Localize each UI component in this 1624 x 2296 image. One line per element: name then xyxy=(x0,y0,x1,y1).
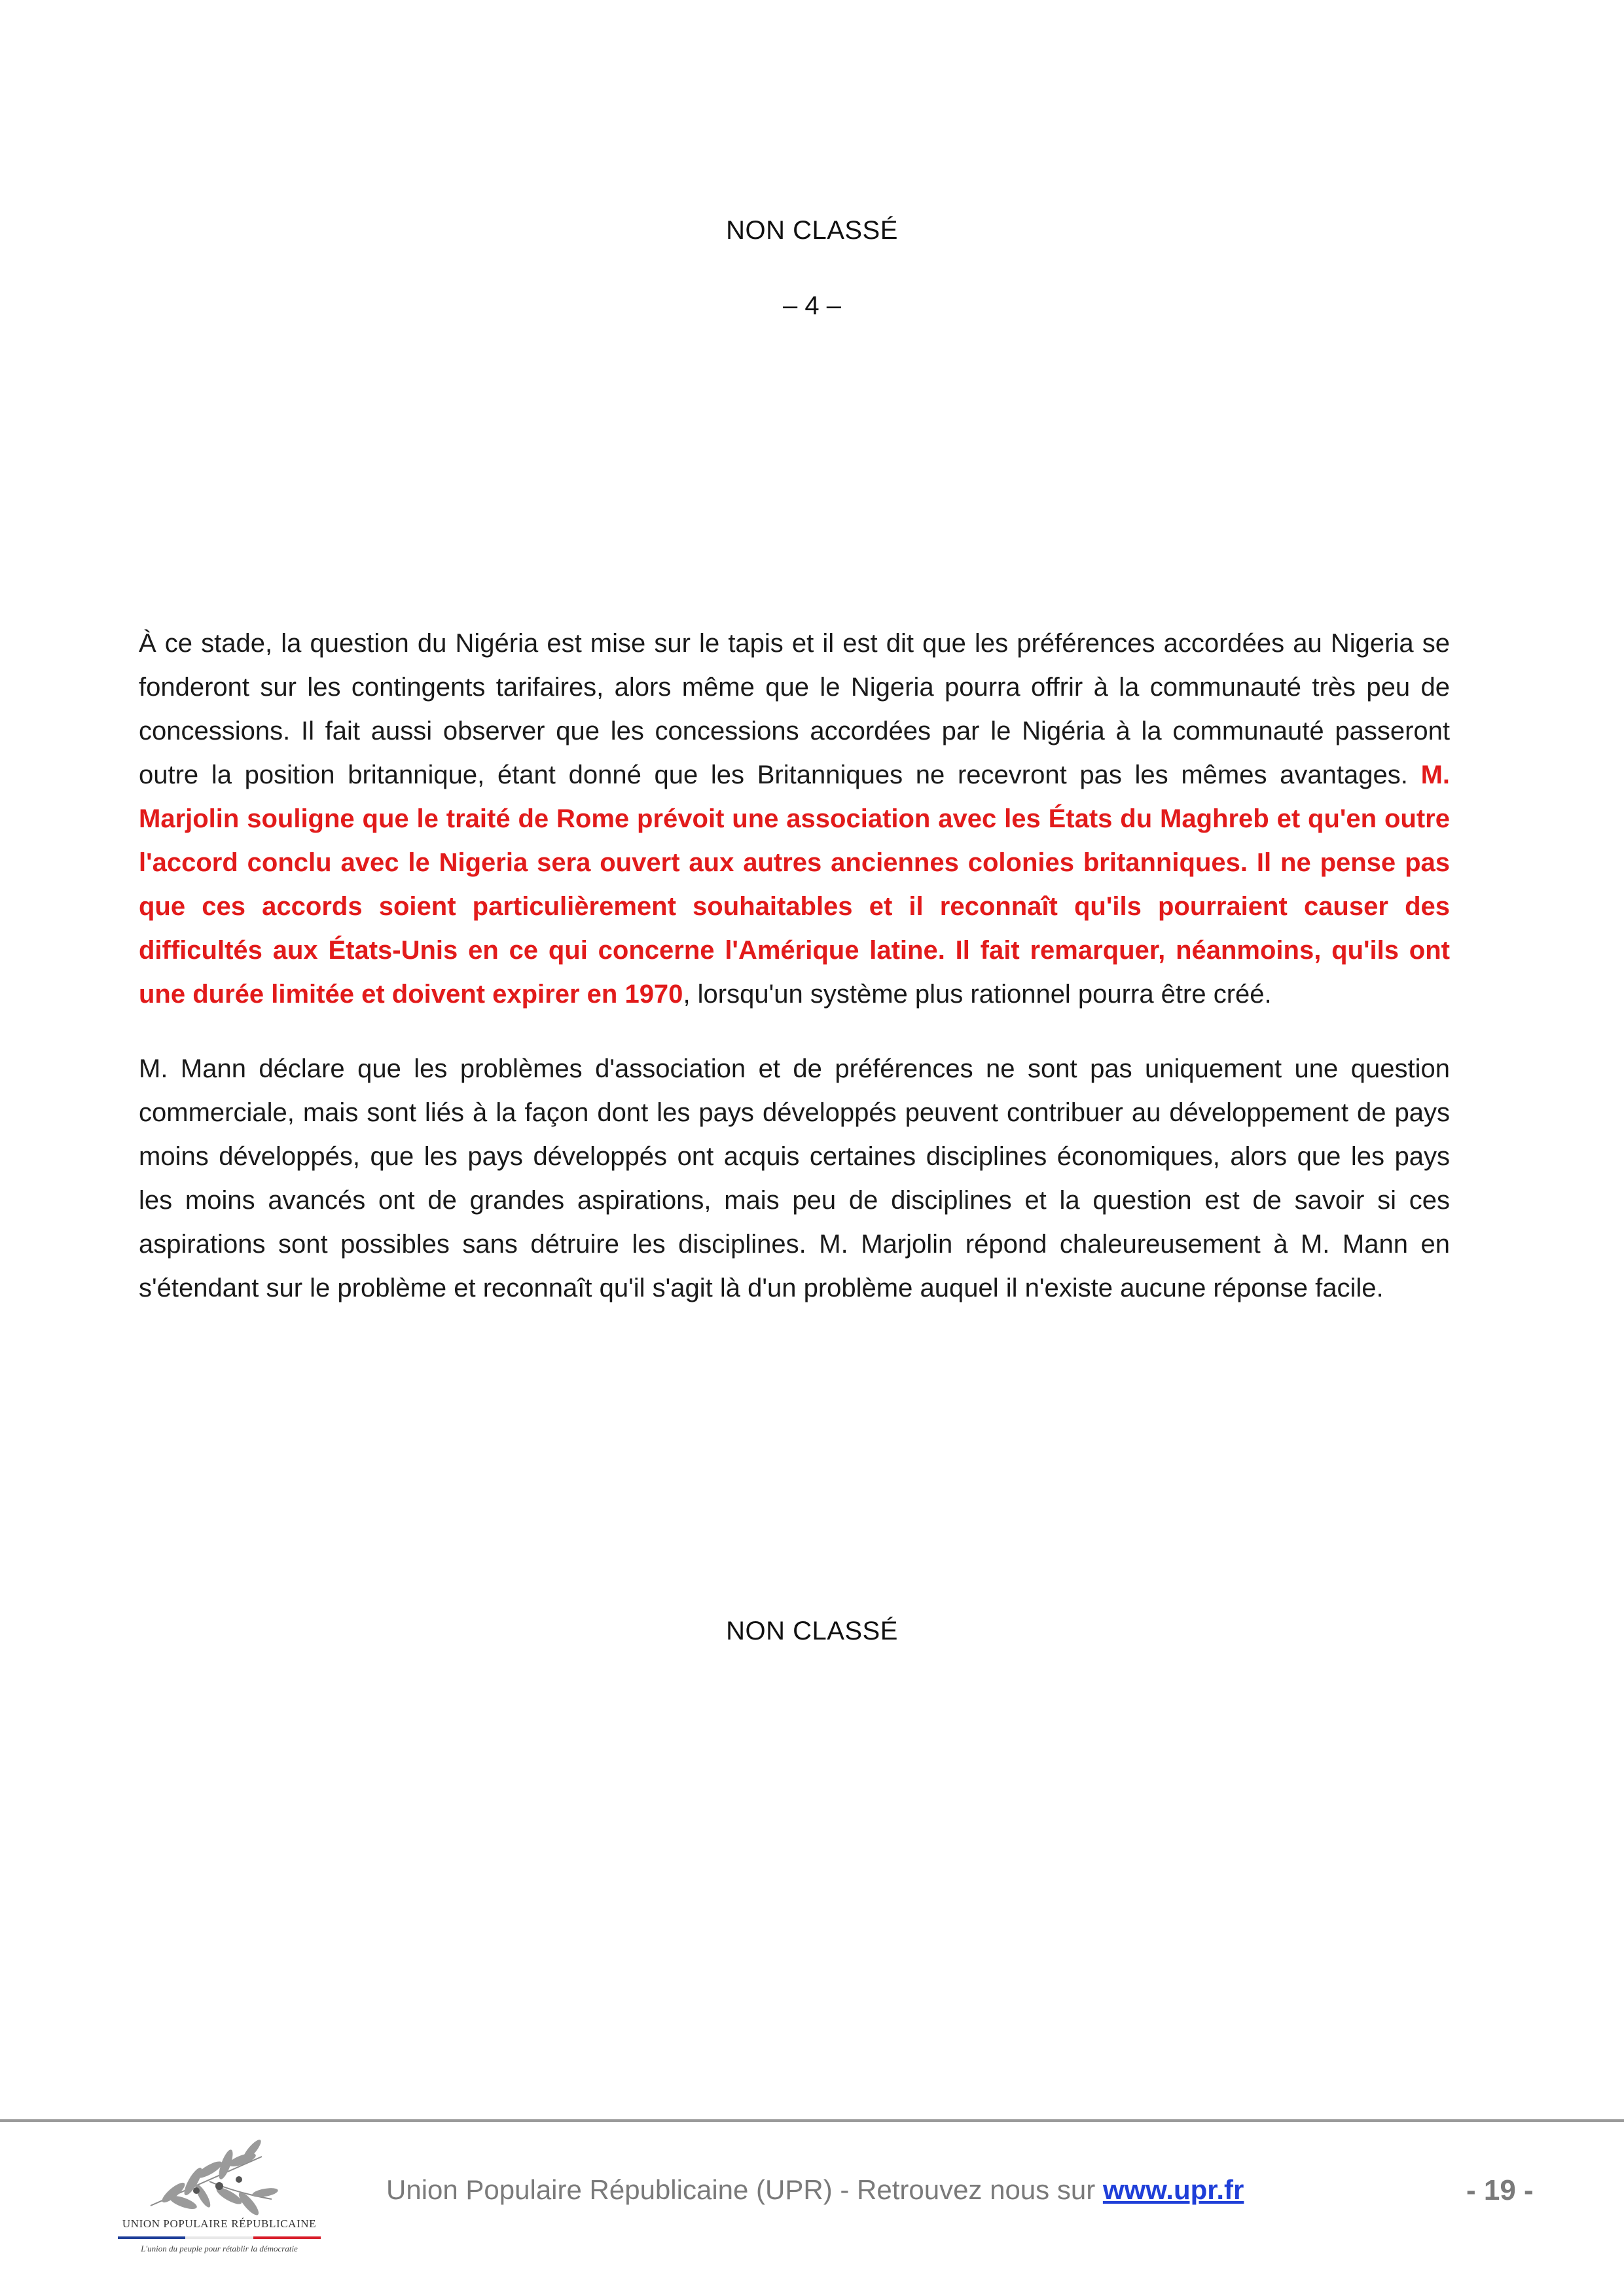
paragraph-lead: À ce stade, la question du Nigéria est mise sur le tapis et il est dit que les préférences accordées au Nigeria se fonderont sur les contingents tarifaires, alors même que le Nigeria pourra offrir à la communauté très peu de concessions. Il fait aussi observer que les concessions accordées par le Nigéria à la communauté passeront outre la position britannique, étant donné que les Britanniques ne recevront pas les mêmes avantages. xyxy=(139,629,1450,789)
footer-classification: NON CLASSÉ xyxy=(726,1617,898,1645)
footer-page-number: - 19 - xyxy=(1466,2174,1534,2206)
paragraph-nigeria xyxy=(139,622,1450,1016)
footer-website-link[interactable]: www.upr.fr xyxy=(1102,2174,1244,2205)
footer-credit xyxy=(386,2174,1244,2206)
footer-divider xyxy=(0,2119,1624,2122)
paragraph-mann xyxy=(139,1047,1450,1310)
paragraph-mann-text: M. Mann déclare que les problèmes d'association et de préférences ne sont pas uniquement une question commerciale, mais sont liés à la façon dont les pays développés peuvent contribuer au développement de pays moins développés, que les pays développés ont acquis certaines disciplines économiques, alors que les pays les moins avancés ont de grandes aspirations, mais peu de disciplines et la question est de savoir si ces aspirations sont possibles sans détruire les disciplines. M. Marjolin répond chaleureusement à M. Mann en s'étendant sur le problème et reconnaît qu'il s'agit là d'un problème auquel il n'existe aucune réponse facile. xyxy=(139,1054,1450,1302)
paragraph-tail: , lorsqu'un système plus rationnel pourra être créé. xyxy=(683,980,1272,1009)
highlighted-passage: M. Marjolin souligne que le traité de Rome prévoit une association avec les États du Maghreb et qu'en outre l'accord conclu avec le Nigeria sera ouvert aux autres anciennes colonies britanniques. Il ne pense pas que ces accords soient particulièrement souhaitables et il reconnaît qu'ils pourraient causer des difficultés aux États-Unis en ce qui concerne l'Amérique latine. Il fait remarquer, néanmoins, qu'ils ont une durée limitée et doivent expirer en 1970 xyxy=(139,761,1450,1009)
tricolor-stripe xyxy=(118,2236,321,2239)
logo-tagline: L'union du peuple pour rétablir la démocratie xyxy=(141,2244,298,2253)
header-classification: NON CLASSÉ xyxy=(726,216,898,245)
logo-name: UNION POPULAIRE RÉPUBLICAINE xyxy=(122,2217,317,2230)
page-marker: – 4 – xyxy=(783,291,841,320)
footer-credit-text: Union Populaire Républicaine (UPR) - Retrouvez nous sur xyxy=(386,2174,1103,2205)
